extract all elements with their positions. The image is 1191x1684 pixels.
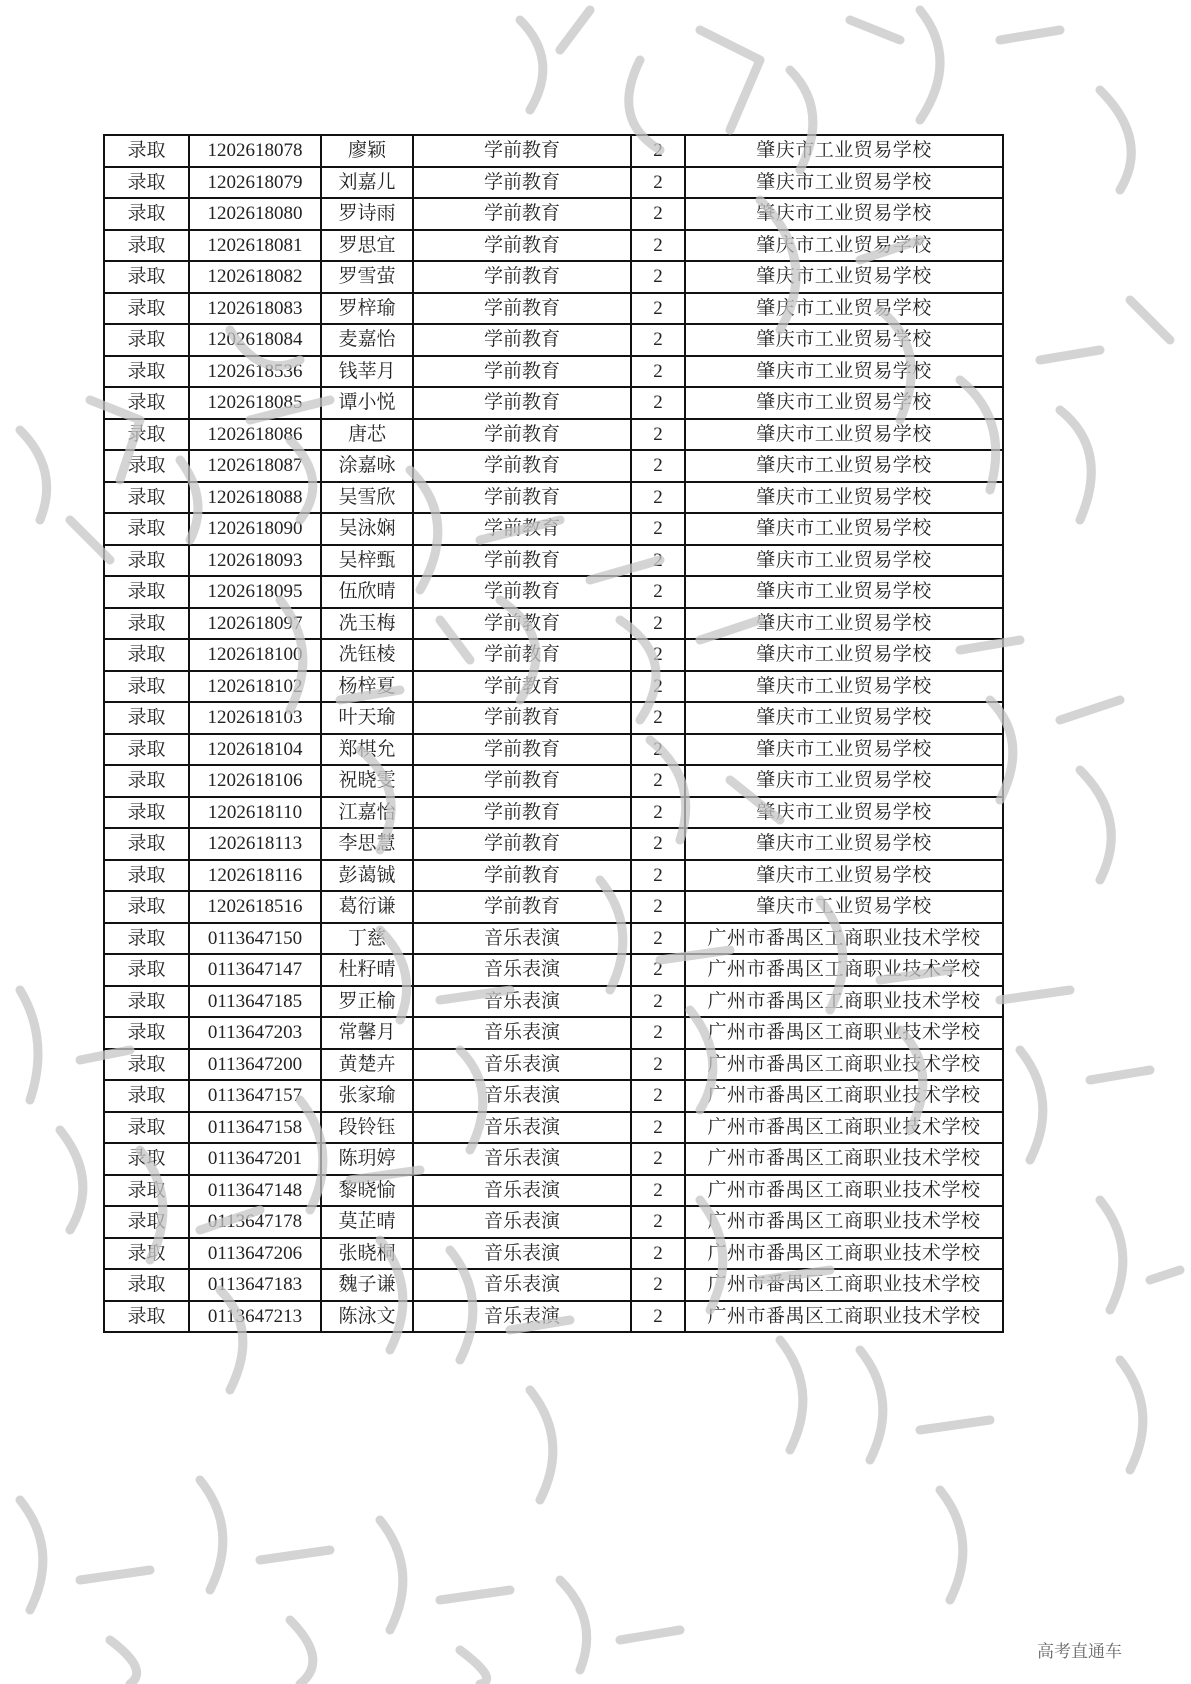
status-cell: 录取 (104, 450, 189, 482)
years-cell: 2 (631, 923, 685, 955)
student-name-cell: 叶天瑜 (321, 702, 413, 734)
school-cell: 肇庆市工业贸易学校 (685, 135, 1003, 167)
major-cell: 音乐表演 (413, 1206, 631, 1238)
student-name-cell: 黎晓愉 (321, 1175, 413, 1207)
major-cell: 学前教育 (413, 608, 631, 640)
major-cell: 学前教育 (413, 230, 631, 262)
student-name-cell: 黄楚卉 (321, 1049, 413, 1081)
table-row (104, 671, 1003, 703)
school-cell: 肇庆市工业贸易学校 (685, 450, 1003, 482)
student-name-cell: 吴泳娴 (321, 513, 413, 545)
exam-id-cell: 1202618104 (189, 734, 321, 766)
student-name-cell: 段铃钰 (321, 1112, 413, 1144)
major-cell: 学前教育 (413, 765, 631, 797)
student-name-cell: 麦嘉怡 (321, 324, 413, 356)
status-cell: 录取 (104, 482, 189, 514)
student-name-cell: 葛衍谦 (321, 891, 413, 923)
student-name-cell: 李思慧 (321, 828, 413, 860)
table-row (104, 860, 1003, 892)
status-cell: 录取 (104, 545, 189, 577)
school-cell: 肇庆市工业贸易学校 (685, 734, 1003, 766)
exam-id-cell: 0113647185 (189, 986, 321, 1018)
major-cell: 学前教育 (413, 261, 631, 293)
student-name-cell: 杜籽晴 (321, 954, 413, 986)
major-cell: 学前教育 (413, 891, 631, 923)
major-cell: 音乐表演 (413, 954, 631, 986)
status-cell: 录取 (104, 891, 189, 923)
table-row (104, 828, 1003, 860)
school-cell: 广州市番禺区工商职业技术学校 (685, 1238, 1003, 1270)
student-name-cell: 冼玉梅 (321, 608, 413, 640)
major-cell: 音乐表演 (413, 1301, 631, 1333)
exam-id-cell: 1202618079 (189, 167, 321, 199)
years-cell: 2 (631, 230, 685, 262)
major-cell: 学前教育 (413, 797, 631, 829)
table-row (104, 1112, 1003, 1144)
major-cell: 音乐表演 (413, 1175, 631, 1207)
years-cell: 2 (631, 891, 685, 923)
years-cell: 2 (631, 135, 685, 167)
status-cell: 录取 (104, 1049, 189, 1081)
major-cell: 学前教育 (413, 860, 631, 892)
school-cell: 肇庆市工业贸易学校 (685, 293, 1003, 325)
major-cell: 音乐表演 (413, 1143, 631, 1175)
table-row (104, 230, 1003, 262)
student-name-cell: 郑棋允 (321, 734, 413, 766)
table-row (104, 1206, 1003, 1238)
years-cell: 2 (631, 1175, 685, 1207)
exam-id-cell: 0113647158 (189, 1112, 321, 1144)
exam-id-cell: 1202618082 (189, 261, 321, 293)
table-row (104, 419, 1003, 451)
major-cell: 音乐表演 (413, 1080, 631, 1112)
exam-id-cell: 0113647183 (189, 1269, 321, 1301)
years-cell: 2 (631, 1206, 685, 1238)
table-row (104, 1049, 1003, 1081)
school-cell: 肇庆市工业贸易学校 (685, 765, 1003, 797)
student-name-cell: 谭小悦 (321, 387, 413, 419)
exam-id-cell: 1202618536 (189, 356, 321, 388)
exam-id-cell: 1202618084 (189, 324, 321, 356)
major-cell: 学前教育 (413, 702, 631, 734)
status-cell: 录取 (104, 1206, 189, 1238)
major-cell: 学前教育 (413, 387, 631, 419)
major-cell: 学前教育 (413, 198, 631, 230)
school-cell: 肇庆市工业贸易学校 (685, 356, 1003, 388)
exam-id-cell: 1202618113 (189, 828, 321, 860)
exam-id-cell: 1202618103 (189, 702, 321, 734)
school-cell: 肇庆市工业贸易学校 (685, 513, 1003, 545)
major-cell: 学前教育 (413, 734, 631, 766)
years-cell: 2 (631, 419, 685, 451)
exam-id-cell: 1202618085 (189, 387, 321, 419)
student-name-cell: 祝晓雯 (321, 765, 413, 797)
years-cell: 2 (631, 324, 685, 356)
status-cell: 录取 (104, 513, 189, 545)
table-row (104, 797, 1003, 829)
major-cell: 音乐表演 (413, 1049, 631, 1081)
student-name-cell: 丁慈 (321, 923, 413, 955)
school-cell: 肇庆市工业贸易学校 (685, 797, 1003, 829)
school-cell: 肇庆市工业贸易学校 (685, 482, 1003, 514)
status-cell: 录取 (104, 734, 189, 766)
table-row (104, 923, 1003, 955)
school-cell: 广州市番禺区工商职业技术学校 (685, 1049, 1003, 1081)
status-cell: 录取 (104, 293, 189, 325)
school-cell: 广州市番禺区工商职业技术学校 (685, 1017, 1003, 1049)
admission-table-body (104, 135, 1003, 1332)
major-cell: 学前教育 (413, 513, 631, 545)
school-cell: 广州市番禺区工商职业技术学校 (685, 1175, 1003, 1207)
table-row (104, 576, 1003, 608)
school-cell: 广州市番禺区工商职业技术学校 (685, 1206, 1003, 1238)
status-cell: 录取 (104, 198, 189, 230)
status-cell: 录取 (104, 1017, 189, 1049)
school-cell: 肇庆市工业贸易学校 (685, 608, 1003, 640)
exam-id-cell: 1202618081 (189, 230, 321, 262)
school-cell: 肇庆市工业贸易学校 (685, 671, 1003, 703)
years-cell: 2 (631, 765, 685, 797)
years-cell: 2 (631, 1017, 685, 1049)
status-cell: 录取 (104, 419, 189, 451)
years-cell: 2 (631, 198, 685, 230)
years-cell: 2 (631, 608, 685, 640)
table-row (104, 986, 1003, 1018)
years-cell: 2 (631, 387, 685, 419)
status-cell: 录取 (104, 702, 189, 734)
school-cell: 肇庆市工业贸易学校 (685, 891, 1003, 923)
student-name-cell: 魏子谦 (321, 1269, 413, 1301)
years-cell: 2 (631, 293, 685, 325)
status-cell: 录取 (104, 356, 189, 388)
school-cell: 肇庆市工业贸易学校 (685, 545, 1003, 577)
major-cell: 学前教育 (413, 450, 631, 482)
years-cell: 2 (631, 828, 685, 860)
major-cell: 音乐表演 (413, 986, 631, 1018)
status-cell: 录取 (104, 1175, 189, 1207)
years-cell: 2 (631, 1143, 685, 1175)
table-row (104, 387, 1003, 419)
major-cell: 学前教育 (413, 135, 631, 167)
admission-table (103, 134, 1004, 1333)
major-cell: 学前教育 (413, 419, 631, 451)
student-name-cell: 江嘉怡 (321, 797, 413, 829)
years-cell: 2 (631, 1269, 685, 1301)
student-name-cell: 涂嘉咏 (321, 450, 413, 482)
years-cell: 2 (631, 1238, 685, 1270)
exam-id-cell: 1202618086 (189, 419, 321, 451)
school-cell: 广州市番禺区工商职业技术学校 (685, 954, 1003, 986)
student-name-cell: 罗诗雨 (321, 198, 413, 230)
student-name-cell: 罗雪萤 (321, 261, 413, 293)
student-name-cell: 刘嘉儿 (321, 167, 413, 199)
table-row (104, 1301, 1003, 1333)
exam-id-cell: 0113647157 (189, 1080, 321, 1112)
years-cell: 2 (631, 1112, 685, 1144)
table-row (104, 639, 1003, 671)
years-cell: 2 (631, 545, 685, 577)
exam-id-cell: 1202618100 (189, 639, 321, 671)
exam-id-cell: 1202618087 (189, 450, 321, 482)
table-row (104, 765, 1003, 797)
school-cell: 肇庆市工业贸易学校 (685, 702, 1003, 734)
school-cell: 肇庆市工业贸易学校 (685, 198, 1003, 230)
exam-id-cell: 1202618093 (189, 545, 321, 577)
table-row (104, 1269, 1003, 1301)
major-cell: 学前教育 (413, 671, 631, 703)
student-name-cell: 罗梓瑜 (321, 293, 413, 325)
status-cell: 录取 (104, 1301, 189, 1333)
years-cell: 2 (631, 1049, 685, 1081)
status-cell: 录取 (104, 135, 189, 167)
exam-id-cell: 1202618110 (189, 797, 321, 829)
exam-id-cell: 1202618083 (189, 293, 321, 325)
table-row (104, 545, 1003, 577)
years-cell: 2 (631, 576, 685, 608)
status-cell: 录取 (104, 765, 189, 797)
status-cell: 录取 (104, 986, 189, 1018)
status-cell: 录取 (104, 1269, 189, 1301)
exam-id-cell: 1202618116 (189, 860, 321, 892)
years-cell: 2 (631, 734, 685, 766)
status-cell: 录取 (104, 167, 189, 199)
school-cell: 广州市番禺区工商职业技术学校 (685, 986, 1003, 1018)
years-cell: 2 (631, 639, 685, 671)
years-cell: 2 (631, 702, 685, 734)
table-row (104, 1143, 1003, 1175)
major-cell: 音乐表演 (413, 923, 631, 955)
exam-id-cell: 0113647201 (189, 1143, 321, 1175)
school-cell: 肇庆市工业贸易学校 (685, 387, 1003, 419)
school-cell: 广州市番禺区工商职业技术学校 (685, 1269, 1003, 1301)
table-row (104, 513, 1003, 545)
status-cell: 录取 (104, 954, 189, 986)
major-cell: 学前教育 (413, 576, 631, 608)
status-cell: 录取 (104, 387, 189, 419)
exam-id-cell: 0113647148 (189, 1175, 321, 1207)
school-cell: 肇庆市工业贸易学校 (685, 324, 1003, 356)
years-cell: 2 (631, 513, 685, 545)
school-cell: 肇庆市工业贸易学校 (685, 860, 1003, 892)
major-cell: 音乐表演 (413, 1017, 631, 1049)
school-cell: 肇庆市工业贸易学校 (685, 576, 1003, 608)
student-name-cell: 陈玥婷 (321, 1143, 413, 1175)
exam-id-cell: 1202618095 (189, 576, 321, 608)
school-cell: 肇庆市工业贸易学校 (685, 419, 1003, 451)
status-cell: 录取 (104, 608, 189, 640)
years-cell: 2 (631, 797, 685, 829)
table-row (104, 1175, 1003, 1207)
student-name-cell: 唐芯 (321, 419, 413, 451)
school-cell: 广州市番禺区工商职业技术学校 (685, 1143, 1003, 1175)
student-name-cell: 罗思宜 (321, 230, 413, 262)
table-row (104, 1238, 1003, 1270)
major-cell: 学前教育 (413, 356, 631, 388)
student-name-cell: 冼钰棱 (321, 639, 413, 671)
school-cell: 广州市番禺区工商职业技术学校 (685, 923, 1003, 955)
years-cell: 2 (631, 986, 685, 1018)
exam-id-cell: 1202618106 (189, 765, 321, 797)
student-name-cell: 张晓桐 (321, 1238, 413, 1270)
status-cell: 录取 (104, 230, 189, 262)
status-cell: 录取 (104, 1143, 189, 1175)
table-row (104, 702, 1003, 734)
major-cell: 音乐表演 (413, 1238, 631, 1270)
table-row (104, 1017, 1003, 1049)
exam-id-cell: 1202618516 (189, 891, 321, 923)
table-row (104, 356, 1003, 388)
school-cell: 肇庆市工业贸易学校 (685, 261, 1003, 293)
major-cell: 音乐表演 (413, 1269, 631, 1301)
exam-id-cell: 0113647178 (189, 1206, 321, 1238)
table-row (104, 734, 1003, 766)
status-cell: 录取 (104, 797, 189, 829)
student-name-cell: 钱莘月 (321, 356, 413, 388)
table-row (104, 293, 1003, 325)
years-cell: 2 (631, 1301, 685, 1333)
major-cell: 学前教育 (413, 167, 631, 199)
exam-id-cell: 0113647147 (189, 954, 321, 986)
status-cell: 录取 (104, 639, 189, 671)
table-row (104, 167, 1003, 199)
exam-id-cell: 0113647213 (189, 1301, 321, 1333)
major-cell: 学前教育 (413, 324, 631, 356)
student-name-cell: 廖颖 (321, 135, 413, 167)
status-cell: 录取 (104, 261, 189, 293)
table-row (104, 261, 1003, 293)
years-cell: 2 (631, 450, 685, 482)
major-cell: 学前教育 (413, 482, 631, 514)
exam-id-cell: 1202618088 (189, 482, 321, 514)
student-name-cell: 吴梓甄 (321, 545, 413, 577)
exam-id-cell: 1202618102 (189, 671, 321, 703)
table-row (104, 608, 1003, 640)
years-cell: 2 (631, 482, 685, 514)
school-cell: 肇庆市工业贸易学校 (685, 828, 1003, 860)
major-cell: 学前教育 (413, 293, 631, 325)
major-cell: 学前教育 (413, 545, 631, 577)
student-name-cell: 彭蔼铖 (321, 860, 413, 892)
status-cell: 录取 (104, 923, 189, 955)
source-label: 高考直通车 (1037, 1642, 1122, 1662)
major-cell: 音乐表演 (413, 1112, 631, 1144)
status-cell: 录取 (104, 324, 189, 356)
exam-id-cell: 0113647200 (189, 1049, 321, 1081)
table-row (104, 1080, 1003, 1112)
student-name-cell: 陈泳文 (321, 1301, 413, 1333)
status-cell: 录取 (104, 576, 189, 608)
years-cell: 2 (631, 356, 685, 388)
table-row (104, 135, 1003, 167)
student-name-cell: 常馨月 (321, 1017, 413, 1049)
status-cell: 录取 (104, 671, 189, 703)
student-name-cell: 莫芷晴 (321, 1206, 413, 1238)
years-cell: 2 (631, 671, 685, 703)
major-cell: 学前教育 (413, 828, 631, 860)
exam-id-cell: 0113647203 (189, 1017, 321, 1049)
years-cell: 2 (631, 954, 685, 986)
student-name-cell: 张家瑜 (321, 1080, 413, 1112)
exam-id-cell: 1202618090 (189, 513, 321, 545)
school-cell: 广州市番禺区工商职业技术学校 (685, 1301, 1003, 1333)
exam-id-cell: 0113647150 (189, 923, 321, 955)
exam-id-cell: 0113647206 (189, 1238, 321, 1270)
status-cell: 录取 (104, 860, 189, 892)
status-cell: 录取 (104, 828, 189, 860)
school-cell: 广州市番禺区工商职业技术学校 (685, 1080, 1003, 1112)
exam-id-cell: 1202618097 (189, 608, 321, 640)
years-cell: 2 (631, 167, 685, 199)
student-name-cell: 伍欣晴 (321, 576, 413, 608)
student-name-cell: 罗正榆 (321, 986, 413, 1018)
student-name-cell: 吴雪欣 (321, 482, 413, 514)
status-cell: 录取 (104, 1080, 189, 1112)
major-cell: 学前教育 (413, 639, 631, 671)
table-row (104, 482, 1003, 514)
school-cell: 肇庆市工业贸易学校 (685, 230, 1003, 262)
years-cell: 2 (631, 860, 685, 892)
school-cell: 广州市番禺区工商职业技术学校 (685, 1112, 1003, 1144)
table-row (104, 954, 1003, 986)
years-cell: 2 (631, 261, 685, 293)
status-cell: 录取 (104, 1112, 189, 1144)
table-row (104, 324, 1003, 356)
school-cell: 肇庆市工业贸易学校 (685, 639, 1003, 671)
school-cell: 肇庆市工业贸易学校 (685, 167, 1003, 199)
exam-id-cell: 1202618078 (189, 135, 321, 167)
table-row (104, 891, 1003, 923)
years-cell: 2 (631, 1080, 685, 1112)
status-cell: 录取 (104, 1238, 189, 1270)
table-row (104, 450, 1003, 482)
student-name-cell: 杨梓夏 (321, 671, 413, 703)
exam-id-cell: 1202618080 (189, 198, 321, 230)
table-row (104, 198, 1003, 230)
